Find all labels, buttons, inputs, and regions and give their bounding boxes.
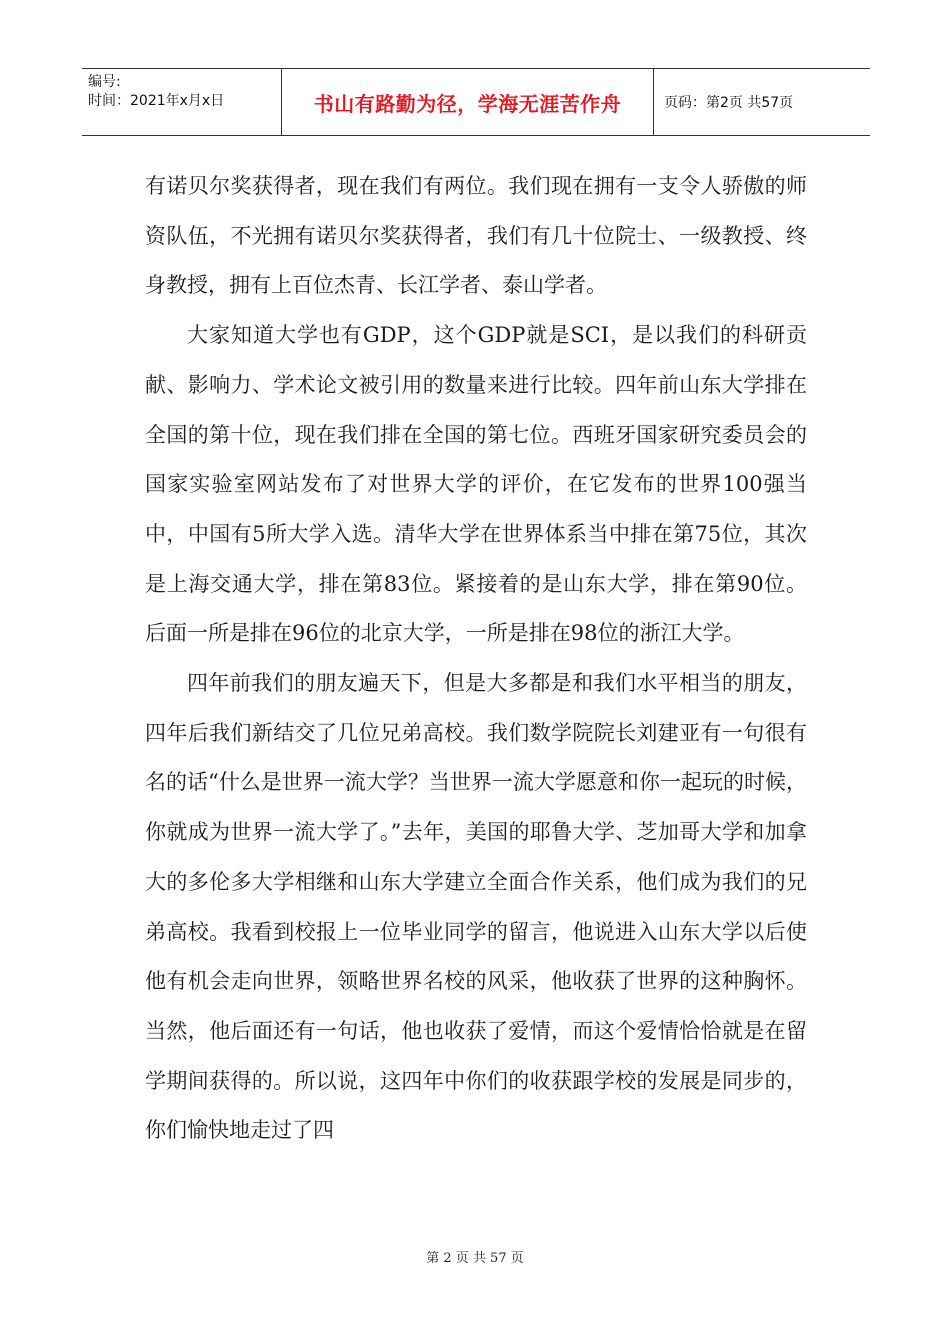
- document-header: [82, 68, 870, 136]
- header-motto: 书山有路勤为径，学海无涯苦作舟: [282, 69, 654, 135]
- paragraph-2: 大家知道大学也有GDP，这个GDP就是SCI，是以我们的科研贡献、影响力、学术论文被引用的数量来进行比较。四年前山东大学排在全国的第十位，现在我们排在全国的第七位。西班牙国家研究委员会的国家实验室网站发布了对世界大学的评价，在它发布的世界100强当中，中国有5所大学入选。清华大学在世界体系当中排在第75位，其次是上海交通大学，排在第83位。紧接着的是山东大学，排在第90位。后面一所是排在96位的北京大学，一所是排在98位的浙江大学。: [145, 323, 807, 646]
- number-label: 编号:: [88, 74, 121, 90]
- header-meta: [82, 69, 282, 135]
- paragraph-1: 有诺贝尔奖获得者，现在我们有两位。我们现在拥有一支令人骄傲的师资队伍，不光拥有诺贝尔奖获得者，我们有几十位院士、一级教授、终身教授，拥有上百位杰青、长江学者、泰山学者。: [145, 174, 807, 298]
- date-label: 时间：2021年x月x日: [88, 93, 225, 109]
- header-page-info: 页码：第2页 共57页: [664, 95, 794, 111]
- page-footer: 第 2 页 共 57 页: [426, 1251, 524, 1266]
- paragraph-3: 四年前我们的朋友遍天下，但是大多都是和我们水平相当的朋友，四年后我们新结交了几位兄弟高校。我们数学院院长刘建亚有一句很有名的话“什么是世界一流大学？当世界一流大学愿意和你一起玩的时候，你就成为世界一流大学了。”去年，美国的耶鲁大学、芝加哥大学和加拿大的多伦多大学相继和山东大学建立全面合作关系，他们成为我们的兄弟高校。我看到校报上一位毕业同学的留言，他说进入山东大学以后使他有机会走向世界，领略世界名校的风采，他收获了世界的这种胸怀。当然，他后面还有一句话，他也收获了爱情，而这个爱情恰恰就是在留学期间获得的。所以说，这四年中你们的收获跟学校的发展是同步的，你们愉快地走过了四: [145, 671, 807, 1143]
- document-body: [145, 162, 807, 1156]
